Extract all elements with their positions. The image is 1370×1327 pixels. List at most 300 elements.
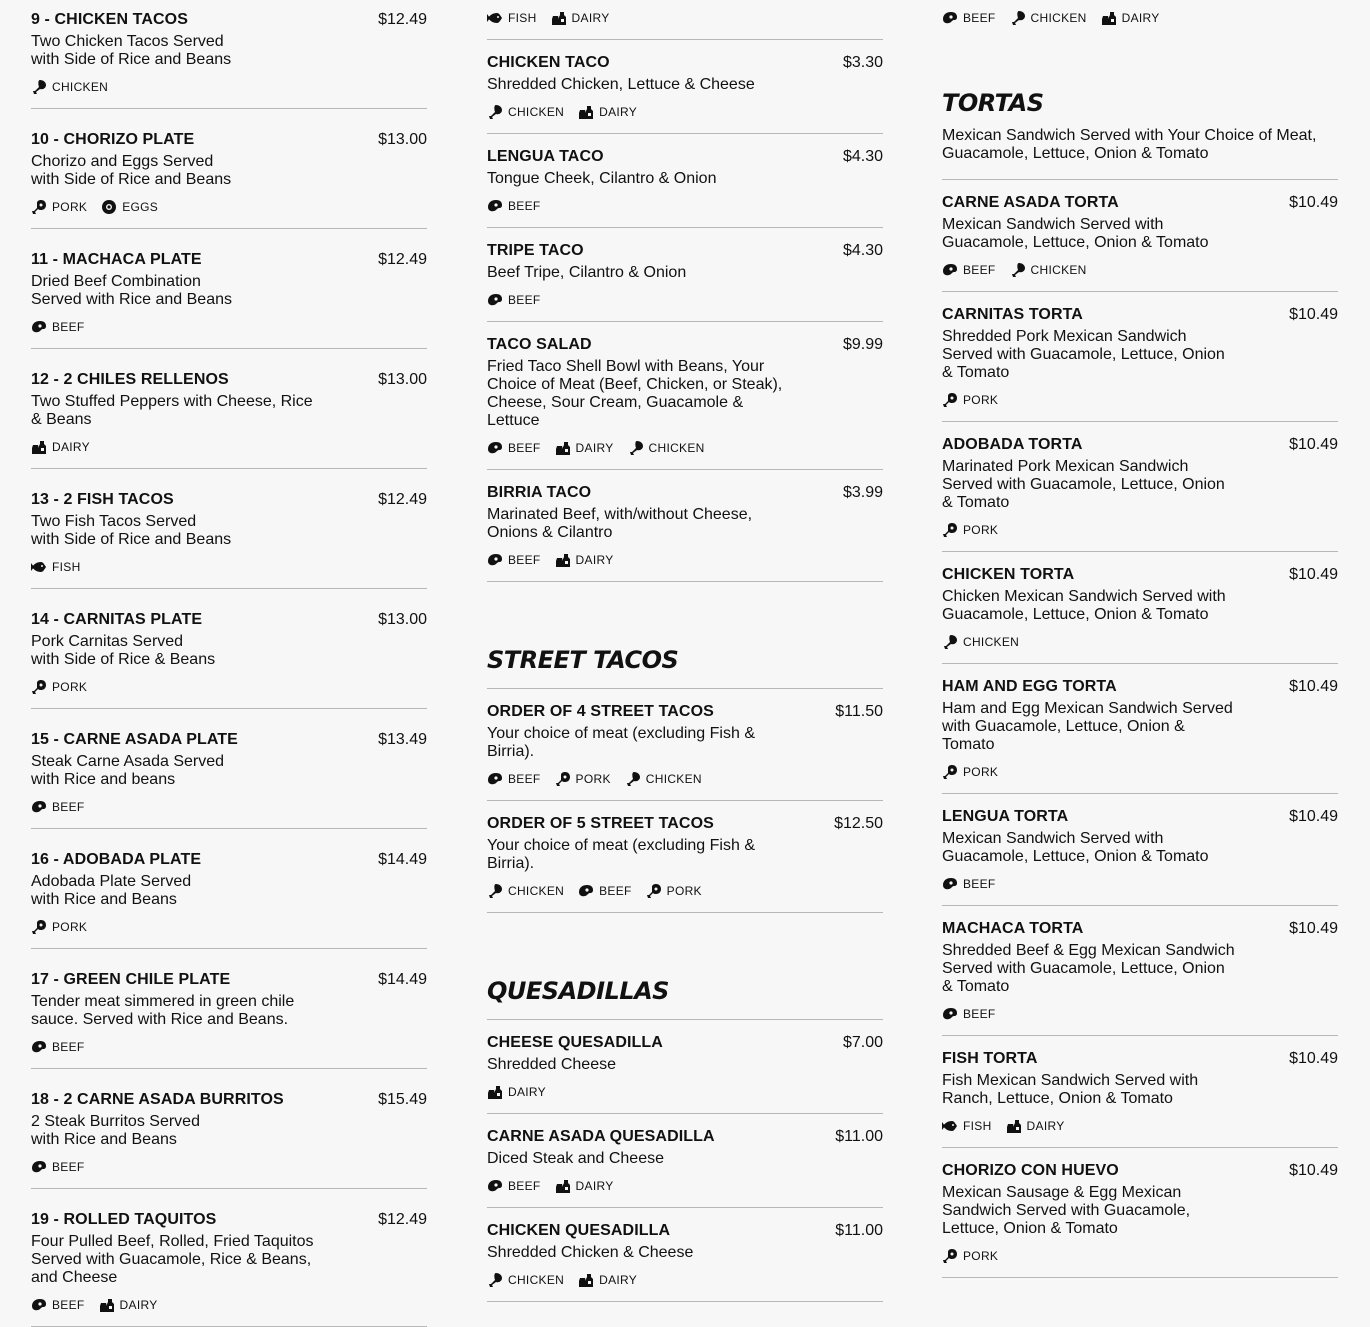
dairy-icon [555, 552, 571, 568]
dairy-icon [555, 1178, 571, 1194]
item-name: 18 - 2 CARNE ASADA BURRITOS [31, 1091, 284, 1108]
chicken-icon [1010, 262, 1026, 278]
chicken-icon [31, 79, 47, 95]
dietary-tags [31, 439, 427, 455]
tag-label: DAIRY [508, 1085, 546, 1099]
item-price: $13.00 [378, 371, 427, 388]
tag-chicken [625, 771, 702, 787]
dairy-icon [31, 439, 47, 455]
dietary-tags [31, 1159, 427, 1175]
item-name: FISH TORTA [942, 1050, 1038, 1067]
item-description: Pork Carnitas Served with Side of Rice & Beans [31, 633, 216, 668]
item-description: Two Fish Tacos Served with Side of Rice and Beans [31, 513, 232, 548]
item-description: Chorizo and Eggs Served with Side of Rice and Beans [31, 153, 232, 188]
tag-dairy [578, 104, 637, 120]
menu-item[interactable] [942, 1036, 1338, 1148]
dairy-icon [578, 104, 594, 120]
tag-chicken [1010, 10, 1087, 26]
item-description: Mexican Sandwich Served with Guacamole, Lettuce, Onion & Tomato [942, 830, 1209, 865]
tag-label: DAIRY [575, 1179, 614, 1193]
item-price: $13.49 [378, 731, 427, 748]
item-price: $10.49 [1289, 1162, 1338, 1179]
tag-label: BEEF [599, 884, 632, 898]
tag-beef [942, 876, 996, 892]
menu-item[interactable] [942, 1148, 1338, 1278]
menu-column-tacos [487, 0, 883, 1302]
tag-label: BEEF [508, 772, 541, 786]
tag-beef [487, 440, 541, 456]
dietary-tags [487, 552, 883, 568]
tag-beef [487, 292, 541, 308]
chicken-icon [625, 771, 641, 787]
item-description: Your choice of meat (excluding Fish & Birria). [487, 837, 755, 872]
chicken-icon [628, 440, 644, 456]
tag-dairy [487, 1084, 546, 1100]
menu-item[interactable] [942, 906, 1338, 1036]
tag-label: BEEF [508, 293, 541, 307]
dietary-tags [942, 262, 1338, 278]
tag-label: CHICKEN [508, 884, 565, 898]
item-price: $7.00 [842, 1034, 883, 1051]
dietary-tags [942, 10, 1338, 26]
tag-pork [646, 883, 702, 899]
menu-item[interactable] [31, 829, 427, 949]
tag-pork [942, 764, 998, 780]
tag-label: FISH [52, 560, 81, 574]
dietary-tags [31, 919, 427, 935]
tag-label: DAIRY [1026, 1119, 1065, 1133]
item-price: $12.49 [378, 491, 427, 508]
tag-label: CHICKEN [648, 441, 705, 455]
tag-fish [31, 559, 81, 575]
beef-icon [487, 440, 503, 456]
item-description: Adobada Plate Served with Rice and Beans [31, 873, 192, 908]
dietary-tags [487, 1272, 883, 1288]
menu-item[interactable] [487, 322, 883, 470]
dietary-tags [942, 764, 1338, 780]
pork-icon [31, 679, 47, 695]
item-price: $15.49 [378, 1091, 427, 1108]
tag-label: CHICKEN [1030, 263, 1087, 277]
item-price: $4.30 [842, 148, 883, 165]
item-description: Shredded Chicken & Cheese [487, 1244, 694, 1261]
dietary-tags [31, 319, 427, 335]
tag-dairy [555, 440, 614, 456]
tag-dairy [1101, 10, 1160, 26]
tag-label: DAIRY [119, 1298, 158, 1312]
tag-beef [31, 1159, 85, 1175]
dairy-icon [1101, 10, 1117, 26]
dairy-icon [578, 1272, 594, 1288]
menu-item[interactable] [487, 689, 883, 801]
item-price: $3.99 [842, 484, 883, 501]
tag-beef [942, 262, 996, 278]
menu-item[interactable] [487, 1020, 883, 1114]
dietary-tags [487, 104, 883, 120]
tag-beef [487, 198, 541, 214]
chicken-icon [487, 104, 503, 120]
tag-pork [31, 679, 87, 695]
menu-item[interactable] [942, 552, 1338, 664]
item-price: $10.49 [1289, 194, 1338, 211]
tag-label: CHICKEN [645, 772, 702, 786]
tag-label: BEEF [963, 11, 996, 25]
menu-item[interactable] [31, 1189, 427, 1327]
menu-item[interactable] [31, 0, 427, 109]
tag-chicken [31, 79, 108, 95]
item-description: Tongue Cheek, Cilantro & Onion [487, 170, 717, 187]
menu-item[interactable] [942, 664, 1338, 794]
dietary-tags [31, 1039, 427, 1055]
item-name: CHEESE QUESADILLA [487, 1034, 663, 1051]
item-description: Two Chicken Tacos Served with Side of Rice and Beans [31, 33, 232, 68]
item-name: ADOBADA TORTA [942, 436, 1083, 453]
item-price: $10.49 [1289, 306, 1338, 323]
dairy-icon [1006, 1118, 1022, 1134]
menu-item[interactable] [487, 134, 883, 228]
dietary-tags [31, 79, 427, 95]
dietary-tags [487, 198, 883, 214]
tag-chicken [487, 104, 564, 120]
dietary-tags [31, 679, 427, 695]
item-name: CHICKEN QUESADILLA [487, 1222, 671, 1239]
tag-label: CHICKEN [508, 1273, 565, 1287]
item-name: 15 - CARNE ASADA PLATE [31, 731, 238, 748]
dietary-tags [487, 292, 883, 308]
item-price: $14.49 [378, 851, 427, 868]
item-price: $10.49 [1289, 566, 1338, 583]
item-price: $11.00 [835, 1128, 883, 1145]
item-name: 13 - 2 FISH TACOS [31, 491, 174, 508]
tag-label: PORK [575, 772, 611, 786]
section-title: TORTAS [942, 89, 1044, 117]
menu-item[interactable] [31, 1069, 427, 1189]
item-name: 11 - MACHACA PLATE [31, 251, 202, 268]
item-description: Beef Tripe, Cilantro & Onion [487, 264, 687, 281]
tag-label: PORK [963, 393, 999, 407]
pork-icon [942, 1248, 958, 1264]
tag-dairy [551, 10, 610, 26]
item-name: CARNE ASADA QUESADILLA [487, 1128, 715, 1145]
dietary-tags [942, 634, 1338, 650]
item-price: $10.49 [1289, 436, 1338, 453]
tag-label: FISH [963, 1119, 992, 1133]
menu-item[interactable] [942, 180, 1338, 292]
item-price: $12.50 [834, 815, 883, 832]
tag-beef [487, 1178, 541, 1194]
menu-item-partial [942, 0, 1338, 26]
item-price: $13.00 [378, 131, 427, 148]
menu-item[interactable] [31, 349, 427, 469]
section-tortas [942, 26, 1338, 1278]
pork-icon [31, 919, 47, 935]
item-name: 19 - ROLLED TAQUITOS [31, 1211, 217, 1228]
item-name: HAM AND EGG TORTA [942, 678, 1117, 695]
menu-item[interactable] [942, 794, 1338, 906]
dairy-icon [99, 1297, 115, 1313]
tag-label: BEEF [52, 320, 85, 334]
tag-label: PORK [666, 884, 702, 898]
tag-label: PORK [52, 680, 88, 694]
section-title: STREET TACOS [487, 646, 679, 674]
tag-label: CHICKEN [508, 105, 565, 119]
beef-icon [31, 799, 47, 815]
dairy-icon [487, 1084, 503, 1100]
item-description: Chicken Mexican Sandwich Served with Guacamole, Lettuce, Onion & Tomato [942, 588, 1226, 623]
dairy-icon [551, 10, 567, 26]
tag-label: BEEF [52, 1160, 85, 1174]
tag-label: CHICKEN [52, 80, 109, 94]
item-price: $4.30 [842, 242, 883, 259]
item-name: 16 - ADOBADA PLATE [31, 851, 202, 868]
item-description: Shredded Cheese [487, 1056, 616, 1073]
tag-pork [942, 1248, 998, 1264]
fish-icon [942, 1118, 958, 1134]
dietary-tags [31, 199, 427, 215]
dietary-tags [487, 1084, 883, 1100]
tag-dairy [31, 439, 90, 455]
item-description: 2 Steak Burritos Served with Rice and Beans [31, 1113, 200, 1148]
item-price: $13.00 [378, 611, 427, 628]
beef-icon [31, 1297, 47, 1313]
item-name: TRIPE TACO [487, 242, 584, 259]
tag-label: DAIRY [1121, 11, 1160, 25]
tag-label: PORK [963, 1249, 999, 1263]
menu-item[interactable] [942, 292, 1338, 422]
menu-item[interactable] [31, 589, 427, 709]
item-name: CHICKEN TORTA [942, 566, 1075, 583]
tag-label: BEEF [52, 800, 85, 814]
pork-icon [942, 522, 958, 538]
tag-eggs [101, 199, 158, 215]
item-name: 10 - CHORIZO PLATE [31, 131, 195, 148]
tag-chicken [487, 1272, 564, 1288]
tag-label: PORK [963, 523, 999, 537]
menu-item[interactable] [31, 949, 427, 1069]
pork-icon [646, 883, 662, 899]
dietary-tags [31, 799, 427, 815]
item-description: Mexican Sausage & Egg Mexican Sandwich Served with Guacamole, Lettuce, Onion & Tomato [942, 1184, 1191, 1237]
beef-icon [487, 771, 503, 787]
dietary-tags [942, 392, 1338, 408]
item-price: $12.49 [378, 1211, 427, 1228]
tag-beef [942, 10, 996, 26]
dietary-tags [942, 522, 1338, 538]
item-name: CARNE ASADA TORTA [942, 194, 1119, 211]
menu-item-partial [487, 0, 883, 40]
dietary-tags [31, 1297, 427, 1313]
item-price: $10.49 [1289, 1050, 1338, 1067]
tag-label: BEEF [508, 553, 541, 567]
tag-label: BEEF [508, 199, 541, 213]
tag-beef [578, 883, 632, 899]
tag-label: BEEF [52, 1040, 85, 1054]
tag-chicken [942, 634, 1019, 650]
item-name: CHICKEN TACO [487, 54, 610, 71]
tag-label: BEEF [963, 263, 996, 277]
dietary-tags [487, 10, 883, 26]
tag-chicken [628, 440, 705, 456]
tag-label: DAIRY [575, 441, 614, 455]
item-description: Fried Taco Shell Bowl with Beans, Your Choice of Meat (Beef, Chicken, or Steak), Cheese, Sour Cream, Guacamole & Lettuce [487, 358, 783, 429]
item-description: Ham and Egg Mexican Sandwich Served with Guacamole, Lettuce, Onion & Tomato [942, 700, 1233, 753]
chicken-icon [487, 1272, 503, 1288]
menu-item[interactable] [31, 109, 427, 229]
item-name: LENGUA TORTA [942, 808, 1069, 825]
dietary-tags [487, 440, 883, 456]
item-price: $12.49 [378, 11, 427, 28]
beef-icon [487, 198, 503, 214]
item-name: CARNITAS TORTA [942, 306, 1083, 323]
item-description: Shredded Chicken, Lettuce & Cheese [487, 76, 755, 93]
section-street-tacos [487, 582, 883, 913]
tag-dairy [555, 1178, 614, 1194]
item-name: TACO SALAD [487, 336, 592, 353]
item-price: $10.49 [1289, 808, 1338, 825]
item-description: Two Stuffed Peppers with Cheese, Rice & Beans [31, 393, 313, 428]
item-description: Shredded Pork Mexican Sandwich Served with Guacamole, Lettuce, Onion & Tomato [942, 328, 1225, 381]
item-name: 14 - CARNITAS PLATE [31, 611, 203, 628]
beef-icon [578, 883, 594, 899]
item-description: Marinated Beef, with/without Cheese, Onions & Cilantro [487, 506, 753, 541]
fish-icon [487, 10, 503, 26]
tag-pork [555, 771, 611, 787]
fish-icon [31, 559, 47, 575]
tag-label: DAIRY [599, 1273, 638, 1287]
menu-item[interactable] [487, 1208, 883, 1302]
beef-icon [31, 319, 47, 335]
tag-label: BEEF [508, 1179, 541, 1193]
dietary-tags [487, 883, 883, 899]
tag-dairy [578, 1272, 637, 1288]
tag-label: FISH [508, 11, 537, 25]
pork-icon [31, 199, 47, 215]
menu-item[interactable] [31, 709, 427, 829]
menu-item[interactable] [31, 229, 427, 349]
item-description: Shredded Beef & Egg Mexican Sandwich Served with Guacamole, Lettuce, Onion & Tomato [942, 942, 1235, 995]
item-name: LENGUA TACO [487, 148, 604, 165]
tag-label: BEEF [52, 1298, 85, 1312]
beef-icon [487, 552, 503, 568]
item-name: ORDER OF 5 STREET TACOS [487, 815, 714, 832]
tag-pork [942, 392, 998, 408]
item-description: Tender meat simmered in green chile sauce. Served with Rice and Beans. [31, 993, 295, 1028]
item-description: Steak Carne Asada Served with Rice and beans [31, 753, 225, 788]
menu-column-combination-plates [31, 0, 427, 1327]
section-quesadillas [487, 913, 883, 1302]
pork-icon [942, 764, 958, 780]
tag-beef [31, 1297, 85, 1313]
item-name: 17 - GREEN CHILE PLATE [31, 971, 231, 988]
item-price: $10.49 [1289, 678, 1338, 695]
menu-item[interactable] [487, 470, 883, 582]
tag-beef [31, 799, 85, 815]
chicken-icon [942, 634, 958, 650]
tag-label: PORK [52, 200, 88, 214]
tag-label: CHICKEN [963, 635, 1020, 649]
dietary-tags [942, 1248, 1338, 1264]
tag-label: BEEF [963, 1007, 996, 1021]
tag-fish [942, 1118, 992, 1134]
tag-beef [487, 552, 541, 568]
item-description: Your choice of meat (excluding Fish & Birria). [487, 725, 755, 760]
dietary-tags [942, 876, 1338, 892]
beef-icon [31, 1039, 47, 1055]
item-name: CHORIZO CON HUEVO [942, 1162, 1119, 1179]
item-description: Diced Steak and Cheese [487, 1150, 664, 1167]
dietary-tags [942, 1006, 1338, 1022]
item-name: ORDER OF 4 STREET TACOS [487, 703, 714, 720]
dietary-tags [487, 1178, 883, 1194]
tag-pork [942, 522, 998, 538]
section-description: Mexican Sandwich Served with Your Choice of Meat, Guacamole, Lettuce, Onion & Tomato [942, 127, 1317, 162]
item-price: $12.49 [378, 251, 427, 268]
menu-item[interactable] [487, 228, 883, 322]
tag-label: DAIRY [571, 11, 610, 25]
menu-column-tortas [942, 0, 1338, 1278]
section-title: QUESADILLAS [487, 977, 669, 1005]
pork-icon [555, 771, 571, 787]
beef-icon [942, 876, 958, 892]
item-price: $3.30 [842, 54, 883, 71]
item-price: $14.49 [378, 971, 427, 988]
tag-label: DAIRY [52, 440, 90, 454]
tag-label: DAIRY [575, 553, 614, 567]
tag-beef [31, 1039, 85, 1055]
tag-fish [487, 10, 537, 26]
dietary-tags [31, 559, 427, 575]
tag-label: EGGS [122, 200, 159, 214]
tag-label: DAIRY [599, 105, 638, 119]
tag-chicken [487, 883, 564, 899]
menu-item[interactable] [31, 469, 427, 589]
menu-item[interactable] [487, 1114, 883, 1208]
pork-icon [942, 392, 958, 408]
chicken-icon [1010, 10, 1026, 26]
beef-icon [487, 292, 503, 308]
item-price: $10.49 [1289, 920, 1338, 937]
dietary-tags [942, 1118, 1338, 1134]
tag-label: BEEF [963, 877, 996, 891]
tag-dairy [99, 1297, 158, 1313]
beef-icon [942, 10, 958, 26]
tag-pork [31, 199, 87, 215]
chicken-icon [487, 883, 503, 899]
item-name: 12 - 2 CHILES RELLENOS [31, 371, 229, 388]
dietary-tags [487, 771, 883, 787]
item-price: $11.00 [835, 1222, 883, 1239]
tag-label: PORK [52, 920, 88, 934]
beef-icon [942, 262, 958, 278]
tag-dairy [555, 552, 614, 568]
item-price: $11.50 [835, 703, 883, 720]
menu-item[interactable] [942, 422, 1338, 552]
item-name: 9 - CHICKEN TACOS [31, 11, 188, 28]
item-description: Four Pulled Beef, Rolled, Fried Taquitos Served with Guacamole, Rice & Beans, and Cheese [31, 1233, 314, 1286]
beef-icon [487, 1178, 503, 1194]
tag-label: CHICKEN [1030, 11, 1087, 25]
tag-label: BEEF [508, 441, 541, 455]
item-description: Mexican Sandwich Served with Guacamole, Lettuce, Onion & Tomato [942, 216, 1209, 251]
menu-item[interactable] [487, 801, 883, 913]
item-description: Dried Beef Combination Served with Rice and Beans [31, 273, 232, 308]
beef-icon [942, 1006, 958, 1022]
egg-icon [101, 199, 117, 215]
menu-item[interactable] [487, 40, 883, 134]
tag-beef [487, 771, 541, 787]
item-name: MACHACA TORTA [942, 920, 1084, 937]
dairy-icon [555, 440, 571, 456]
